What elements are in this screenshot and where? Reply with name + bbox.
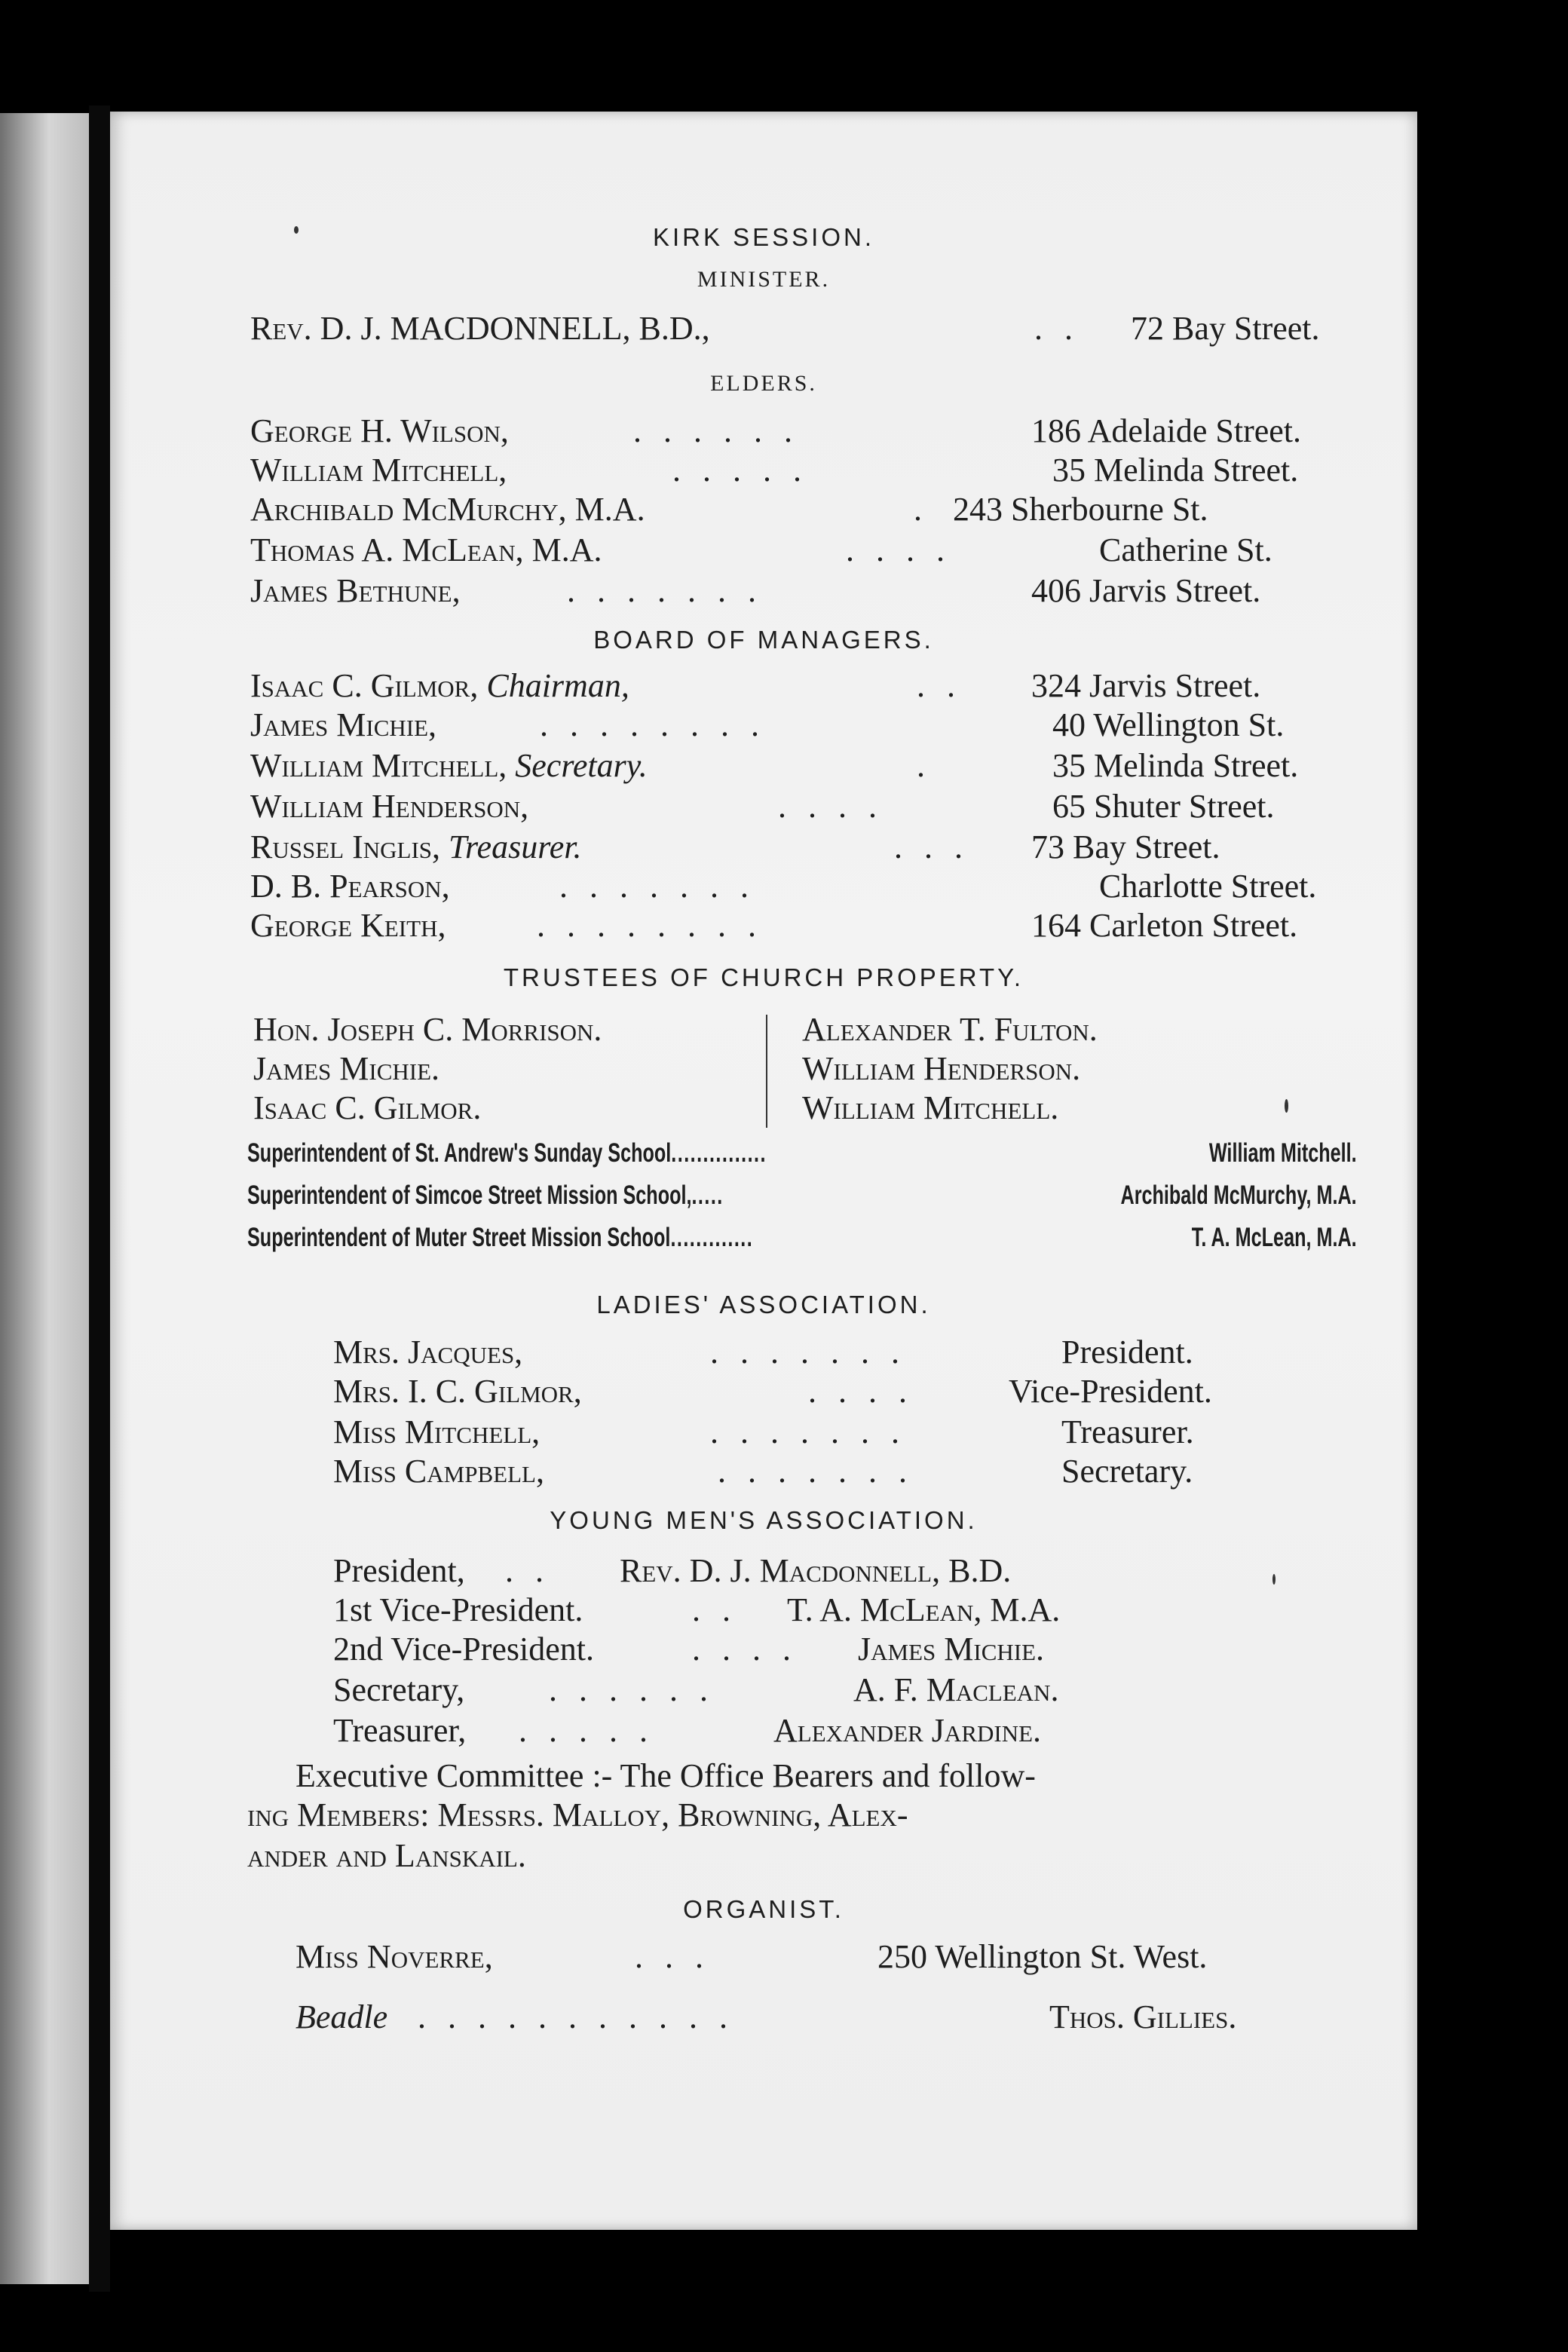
dot-leader: . . . .	[778, 788, 884, 825]
ladies-row	[333, 1333, 1283, 1375]
manager-address: 73 Bay Street.	[1031, 828, 1220, 865]
elder-address: Catherine St.	[1099, 531, 1272, 568]
kirk-session-heading: KIRK SESSION.	[652, 223, 875, 251]
manager-row	[250, 867, 1366, 909]
member-office: Vice-President.	[1009, 1373, 1212, 1410]
elder-row	[250, 412, 1366, 454]
beadle-row	[296, 1998, 1351, 2040]
manager-name: D. B. Pearson,	[250, 868, 450, 905]
elder-row	[250, 531, 1366, 573]
manager-address: Charlotte Street.	[1099, 868, 1317, 905]
young-men-row	[333, 1711, 1283, 1753]
manager-row	[250, 666, 1366, 709]
elder-row	[250, 571, 1366, 614]
dot-leader: . . . . .	[519, 1712, 654, 1749]
superintendent-label: Superintendent of Simcoe Street Mission School,	[247, 1181, 692, 1210]
office-holder: Rev. D. J. Macdonnell, B.D.	[620, 1552, 1012, 1589]
dot-leader: . . . . . . . .	[537, 907, 763, 944]
trustee-right: William Henderson.	[802, 1050, 1081, 1087]
minister-row	[250, 309, 1366, 351]
manager-address: 35 Melinda Street.	[1052, 747, 1299, 784]
print-speck	[1272, 1574, 1276, 1585]
page-content	[110, 112, 1417, 2230]
member-office: Treasurer.	[1061, 1413, 1194, 1450]
column-divider	[766, 1015, 767, 1128]
dot-leader: . .	[1034, 310, 1080, 347]
dot-leader: . . .	[894, 828, 969, 865]
dot-leader: . . . . . . .	[710, 1334, 906, 1370]
elder-address: 35 Melinda Street.	[1052, 452, 1299, 488]
young-men-row	[333, 1551, 1283, 1594]
manager-name: James Michie,	[250, 706, 437, 743]
manager-row	[250, 746, 1366, 789]
manager-role: Secretary.	[515, 747, 648, 784]
dot-leader: .............	[670, 1223, 754, 1252]
elder-row	[250, 490, 1366, 532]
trustee-left: James Michie.	[253, 1050, 440, 1087]
dot-leader: ...............	[671, 1138, 767, 1168]
manager-name: Isaac C. Gilmor, Chairman,	[250, 667, 629, 704]
office-holder: James Michie.	[858, 1631, 1045, 1668]
superintendent-name: T. A. McLean, M.A.	[1191, 1223, 1357, 1252]
superintendent-label: Superintendent of St. Andrew's Sunday School	[247, 1138, 672, 1168]
executive-line: ander and Lanskail.	[247, 1837, 526, 1874]
executive-line: ing Members: Messrs. Malloy, Browning, Alex-	[247, 1796, 908, 1833]
member-name: Miss Mitchell,	[333, 1413, 541, 1450]
superintendent-row	[247, 1138, 1357, 1179]
manager-address: 40 Wellington St.	[1052, 706, 1285, 743]
minister-name: Rev. D. J. MACDONNELL, B.D.,	[250, 310, 710, 347]
member-office: Secretary.	[1061, 1453, 1193, 1490]
office-holder: T. A. McLean, M.A.	[787, 1591, 1061, 1628]
dot-leader: . . . .	[808, 1373, 914, 1410]
superintendent-label: Superintendent of Muter Street Mission School	[247, 1223, 671, 1252]
elder-address: 243 Sherbourne St.	[953, 491, 1208, 528]
dot-leader: . . . . . . . . . . .	[418, 1998, 734, 2035]
organist-address: 250 Wellington St. West.	[877, 1938, 1208, 1975]
dot-leader: . . . . .	[672, 452, 808, 488]
trustees-heading: TRUSTEES OF CHURCH PROPERTY.	[503, 963, 1024, 991]
manager-address: 324 Jarvis Street.	[1031, 667, 1261, 704]
dot-leader: . . . . . .	[549, 1671, 715, 1708]
dot-leader: . .	[692, 1591, 737, 1628]
young-men-row	[333, 1671, 1283, 1713]
organist-row	[296, 1937, 1351, 1980]
trustee-right: William Mitchell.	[802, 1089, 1059, 1126]
book-gutter	[89, 106, 110, 2292]
dot-leader: . . . . . . .	[567, 572, 763, 609]
office-holder: A. F. Maclean.	[853, 1671, 1059, 1708]
ladies-row	[333, 1372, 1283, 1414]
dot-leader: . .	[917, 667, 962, 704]
trustee-left: Isaac C. Gilmor.	[253, 1089, 482, 1126]
trustee-left: Hon. Joseph C. Morrison.	[253, 1011, 602, 1048]
young-men-row	[333, 1630, 1283, 1672]
beadle-label: Beadle	[296, 1998, 388, 2035]
dot-leader: .	[917, 747, 932, 784]
office-title: Treasurer,	[333, 1712, 467, 1749]
dot-leader: . . . . . . . .	[540, 706, 766, 743]
dot-leader: . . .	[635, 1938, 710, 1975]
organist-name: Miss Noverre,	[296, 1938, 493, 1975]
trustee-right: Alexander T. Fulton.	[802, 1011, 1098, 1048]
young-men-row	[333, 1591, 1283, 1633]
print-speck	[1285, 1099, 1288, 1113]
manager-row	[250, 828, 1366, 870]
manager-name: William Mitchell, Secretary.	[250, 747, 648, 784]
elder-address: 406 Jarvis Street.	[1031, 572, 1261, 609]
office-holder: Alexander Jardine.	[773, 1712, 1042, 1749]
executive-line: Executive Committee :- The Office Bearers and follow-	[296, 1757, 1036, 1794]
document-page	[110, 112, 1417, 2230]
office-title: President,	[333, 1552, 465, 1589]
dot-leader: .....	[691, 1181, 724, 1210]
dot-leader: . . . . . . .	[710, 1413, 906, 1450]
dot-leader: . .	[505, 1552, 550, 1589]
board-heading: BOARD OF MANAGERS.	[593, 626, 934, 654]
office-title: 2nd Vice-President.	[333, 1631, 595, 1668]
elder-name: Thomas A. McLean, M.A.	[250, 531, 602, 568]
elder-address: 186 Adelaide Street.	[1031, 412, 1302, 449]
manager-role: Chairman,	[486, 667, 629, 704]
member-name: Miss Campbell,	[333, 1453, 544, 1490]
superintendent-row	[247, 1223, 1357, 1263]
manager-row	[250, 906, 1366, 948]
manager-name: George Keith,	[250, 907, 446, 944]
superintendent-name: William Mitchell.	[1208, 1138, 1357, 1168]
office-title: Secretary,	[333, 1671, 465, 1708]
manager-name: Russel Inglis, Treasurer.	[250, 828, 582, 865]
manager-address: 65 Shuter Street.	[1052, 788, 1275, 825]
minister-heading: MINISTER.	[697, 267, 831, 292]
member-name: Mrs. I. C. Gilmor,	[333, 1373, 582, 1410]
dot-leader: . . . . . .	[633, 412, 799, 449]
manager-name: William Henderson,	[250, 788, 529, 825]
elder-name: George H. Wilson,	[250, 412, 509, 449]
ladies-heading: LADIES' ASSOCIATION.	[596, 1291, 931, 1318]
elder-name: James Bethune,	[250, 572, 461, 609]
elder-name: Archibald McMurchy, M.A.	[250, 491, 645, 528]
elder-row	[250, 451, 1366, 493]
dot-leader: . . . .	[692, 1631, 798, 1668]
member-name: Mrs. Jacques,	[333, 1334, 523, 1370]
dot-leader: .	[914, 491, 929, 528]
ladies-row	[333, 1413, 1283, 1455]
superintendent-row	[247, 1181, 1357, 1221]
manager-row	[250, 706, 1366, 748]
manager-role: Treasurer.	[449, 828, 582, 865]
dot-leader: . . . .	[846, 531, 951, 568]
young-men-heading: YOUNG MEN'S ASSOCIATION.	[550, 1506, 978, 1534]
elders-heading: ELDERS.	[710, 371, 817, 396]
elder-name: William Mitchell,	[250, 452, 507, 488]
dot-leader: . . . . . . .	[559, 868, 755, 905]
beadle-name: Thos. Gillies.	[1049, 1998, 1237, 2035]
member-office: President.	[1061, 1334, 1193, 1370]
manager-address: 164 Carleton Street.	[1031, 907, 1298, 944]
minister-address: 72 Bay Street.	[1131, 310, 1320, 347]
organist-heading: ORGANIST.	[683, 1895, 844, 1923]
dot-leader: . . . . . . .	[718, 1453, 914, 1490]
manager-row	[250, 787, 1366, 829]
ladies-row	[333, 1452, 1283, 1494]
office-title: 1st Vice-President.	[333, 1591, 583, 1628]
facing-page-edge	[0, 113, 89, 2284]
superintendent-name: Archibald McMurchy, M.A.	[1120, 1181, 1357, 1210]
